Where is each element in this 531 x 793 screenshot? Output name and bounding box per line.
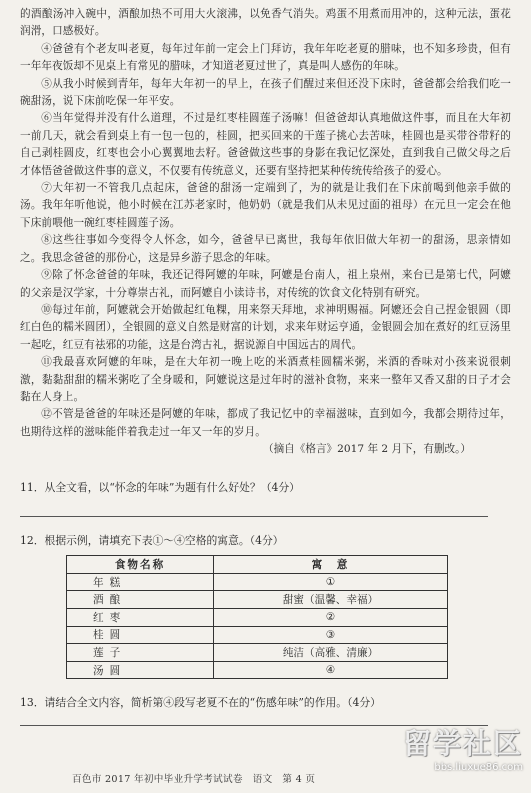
question-11: 11．从全文看，以“怀念的年味”为题有什么好处？（4分） xyxy=(20,481,300,495)
paragraph-6: ⑥当年觉得并没有什么道理，不过是红枣桂圆莲子汤嘛！但爸爸却认真地做这件事，而且在大年初一前几天，就会看到桌上有一包一包的，桂圆，把买回来的干莲子挑心去苦味，桂圆也是买带谷带籽的自己剥桂圆皮，红枣也会小心翼翼地去籽。爸爸做这些事的身影在我记忆深处，直到我自己做父母之后才体悟爸爸做这件事的意义，不仅要有传统意义，还要有坚持把某种传统传给孩子的爱心。 xyxy=(20,112,511,177)
table-header-meaning: 寓 意 xyxy=(214,556,448,574)
table-row xyxy=(67,573,448,591)
meaning-table xyxy=(66,555,448,679)
paragraph-3-end: 的酒酿汤冲入碗中，酒酿加热不可用大火滚沸，以免香气消失。鸡蛋不用煮而用冲的，这种元法，蛋花润滑，口感极好。 xyxy=(20,8,511,38)
paragraph-7: ⑦大年初一不管我几点起床，爸爸的甜汤一定端到了，为的就是让我们在下床前喝到他亲手做的汤。我年年听他说，他小时候在江苏老家时，他奶奶（就是我们从未见过面的祖母）在元旦一定会在他下床前喂他一碗红枣桂圆莲子汤。 xyxy=(20,182,511,229)
watermark-url: bbs.liuxue86.com xyxy=(434,762,523,773)
table-row xyxy=(67,644,448,662)
paragraph-12: ⑫不管是爸爸的年味还是阿嬷的年味，都成了我记忆中的幸福滋味，直到如今，我都会期待过年，也期待这样的滋味能伴着我走过一年又一年的岁月。 xyxy=(20,408,511,438)
food-name: 莲子 xyxy=(67,644,214,662)
site-watermark xyxy=(403,722,523,773)
answer-line-11[interactable] xyxy=(20,516,488,517)
question-13: 13．请结合全文内容，简析第④段写老夏不在的“伤感年味”的作用。（4分） xyxy=(20,696,381,710)
question-12: 12．根据示例，请填充下表①～④空格的寓意。（4分） xyxy=(20,534,284,548)
paragraph-9: ⑨除了怀念爸爸的年味，我还记得阿嬷的年味，阿嬷是台南人，祖上泉州，来台已是第七代，阿嬷的父亲是汉学家，十分尊崇古礼，而阿嬷自小读诗书，对传统的饮食文化特别有研究。 xyxy=(20,269,511,299)
paragraph-10: ⑩每过年前，阿嬷就会开始做起红龟粿，用来祭天拜地，求神明赐福。阿嬷还会自己捏金银圆（即红白色的糯米圆团），全银圆的意义自然是财富的计划，求来年财运亨通，金银圆会加在煮好的红豆汤里一起吃，红豆有祛邪的功能，这是台湾古礼，据说源自中国远古的周代。 xyxy=(20,303,511,351)
food-meaning[interactable]: ② xyxy=(214,608,448,626)
table-row xyxy=(67,626,448,644)
table-header-row xyxy=(67,556,448,574)
food-meaning[interactable]: ③ xyxy=(214,626,448,644)
food-meaning[interactable]: ① xyxy=(214,573,448,591)
food-meaning[interactable]: ④ xyxy=(214,661,448,679)
food-name: 酒酿 xyxy=(67,591,214,609)
article-body xyxy=(20,6,511,458)
food-name: 桂圆 xyxy=(67,626,214,644)
table-row xyxy=(67,661,448,679)
food-name: 年糕 xyxy=(67,573,214,591)
food-meaning: 甜蜜（温馨、幸福） xyxy=(214,591,448,609)
food-name: 红枣 xyxy=(67,608,214,626)
article-source: （摘自《格言》2017 年 2 月下，有删改。） xyxy=(262,443,471,456)
watermark-logo-text: 留学社区 xyxy=(402,727,523,760)
food-name: 汤圆 xyxy=(67,661,214,679)
paragraph-8: ⑧这些往事如今变得令人怀念，如今，爸爸早已离世，我每年依旧做大年初一的甜汤，思亲情如之。我思念爸爸的那份心，这是异乡游子思念的年味。 xyxy=(20,234,511,264)
paragraph-4: ④爸爸有个老友叫老夏，每年过年前一定会上门拜访，我年年吃老夏的腊味，也不知多珍贵，但有一年年夜饭却不见桌上有常见的腊味，才知道老夏过世了，真是叫人感伤的年味。 xyxy=(20,42,511,73)
table-header-food: 食物名称 xyxy=(67,556,214,574)
paragraph-11: ⑪我最喜欢阿嬷的年味，是在大年初一晚上吃的米酒煮桂圆糯米粥，米酒的香味对小孩来说很刺激，黏黏甜甜的糯米粥吃了全身暖和，阿嬷说这是过年时的滋补食物，来来一整年又香又甜的日子才会黏在人身上。 xyxy=(20,356,511,403)
food-meaning: 纯洁（高雅、清廉） xyxy=(214,644,448,662)
table-row xyxy=(67,591,448,609)
paragraph-5: ⑤从我小时候到青年，每年大年初一的早上，在孩子们醒过来但还没下床时，爸爸都会给我们吃一碗甜汤，说下床前吃保一年平安。 xyxy=(20,77,511,108)
table-row xyxy=(67,608,448,626)
page-footer: 百色市 2017 年初中毕业升学考试试卷 语文 第 4 页 xyxy=(72,774,316,785)
